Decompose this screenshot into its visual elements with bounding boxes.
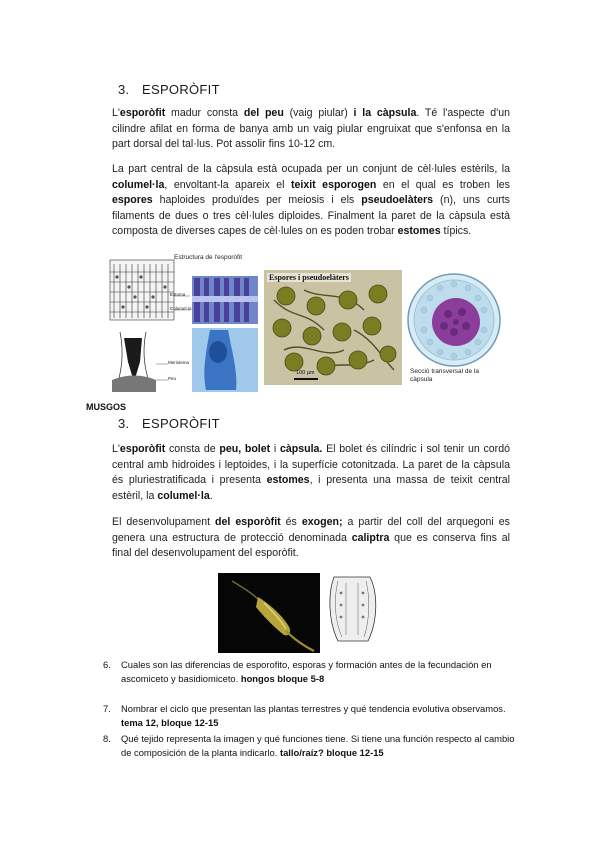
question-6-text [121,658,523,686]
text-run: i [270,443,280,455]
text-run: del [243,107,260,119]
text-run: esporòfit [119,443,166,455]
text-run: Cuales son las diferencias de esporofito, esporas y formación antes de la fecundación en ascomiceto y basidiomiceto. [121,659,492,684]
sporophyte-structure-drawing [106,252,262,394]
text-run: que es conserva fins al final del desenvolupament del esporòfit. [112,531,510,559]
section2-heading-text: ESPORÒFIT [142,416,220,431]
text-run: L' [112,443,120,455]
text-run: L' [112,107,120,119]
text-run: en el qual es troben les [376,178,510,191]
text-run: El bolet és cilíndric i sol tenir un cordó central amb hidroides i leptoides, i la superfície cotonitzada. La paret de la càpsula és pluriestratificada i presenta [112,443,510,486]
section1-heading-number: 3. [118,82,130,97]
text-run: espores [112,194,153,206]
spores-pseudoelaters-image [264,270,402,385]
text-run: hongos bloque 5-8 [240,673,325,684]
section2-paragraph-1 [112,442,510,504]
text-run: exogen; [301,516,343,528]
text-run: . [209,489,213,502]
text-run: columel·la [157,489,210,502]
text-run: (n), uns curts filaments de dues o tres cèl·lules diploides. Finalment la paret de la càpsula està composta de diverses capes de cèl·lules on es poden trobar [112,194,510,237]
moss-section-sketch [324,573,382,645]
section1-heading-text: ESPORÒFIT [142,82,220,97]
spores-micrograph [264,270,402,385]
text-run: càpsula. [279,443,323,455]
section2-heading [118,416,220,431]
diagram-label-meristema: Meristema [168,360,190,365]
section2-paragraph-2 [112,515,510,562]
text-run: peu [264,107,284,119]
text-run: peu, bolet [219,443,271,455]
text-run: estomes [397,225,441,237]
text-run: a partir del coll del arquegoni es genera una estructura de protecció denominada [112,516,510,544]
text-run: , i presenta una massa de teixit central estèril, la [112,474,510,502]
text-run: Qué tejido representa la imagen y qué funciones tiene. Si tiene una función respecto al cambio de composición de la planta indicarlo. [121,733,515,758]
text-run: columel·la [112,178,165,191]
text-run: . Té l'aspecte d'un cilindre afilat en forma de banya amb un vaig piular engruixat que s'enfonsa en la part dorsal del tal·lus. Pot assolir fins 10-12 cm. [112,107,511,150]
text-run: estomes [266,474,310,486]
text-run: esporòfit [119,107,166,119]
text-run: madur consta [165,107,244,119]
text-run: , envoltant-la apareix el [164,178,291,191]
question-7-text [121,702,523,730]
question-7 [103,702,523,730]
sporophyte-structure-figure [106,252,262,394]
question-7-number: 7. [103,703,111,714]
text-run: (vaig piular) [283,107,354,119]
text-run: i la càpsula [353,107,417,119]
text-run: caliptra [351,531,390,544]
text-run: La part central de la càpsula està ocupada per un conjunt de cèl·lules estèrils, la [112,163,510,175]
diagram-label-columela: Columel·la [170,306,192,311]
question-6 [103,658,523,686]
text-run: Nombrar el ciclo que presentan las plantas terrestres y qué tendencia evolutiva observamos. [121,703,506,714]
text-run: teixit esporogen [290,178,377,191]
moss-capsule-photo [218,573,320,653]
text-run: tema 12, bloque 12-15 [121,717,219,728]
moss-capsule-drawing [218,573,320,653]
text-run: del esporòfit [215,516,281,528]
section1-paragraph-1 [112,106,510,153]
text-run: El desenvolupament [112,516,216,528]
question-8 [103,732,523,760]
text-run: consta de [165,443,220,455]
capsule-section-caption: Secció transversal de la càpsula [410,368,480,383]
spores-label: Espores i pseudoelàters [269,273,349,282]
text-run: és [280,516,302,528]
scale-bar-label: 100 µm [296,370,315,376]
text-run: tallo/raíz? bloque 12-15 [279,747,384,758]
text-run: pseudoelàters [361,194,434,206]
musgos-label: MUSGOS [86,402,127,412]
question-6-number: 6. [103,659,111,670]
question-8-text [121,732,523,760]
figure-title: Estructura de l'esporòfit [174,254,243,261]
moss-capsule-section-drawing [324,573,382,645]
capsule-cross-section-image [404,270,504,394]
text-run: haploides produïdes per meiosis i els [152,194,362,206]
text-run: típics. [440,225,472,237]
section2-heading-number: 3. [118,416,130,431]
section1-heading [118,82,220,97]
question-8-number: 8. [103,733,111,744]
section1-paragraph-2 [112,162,510,240]
diagram-label-peu: Peu [168,376,177,381]
diagram-label-estoma: Estoma [170,292,186,297]
